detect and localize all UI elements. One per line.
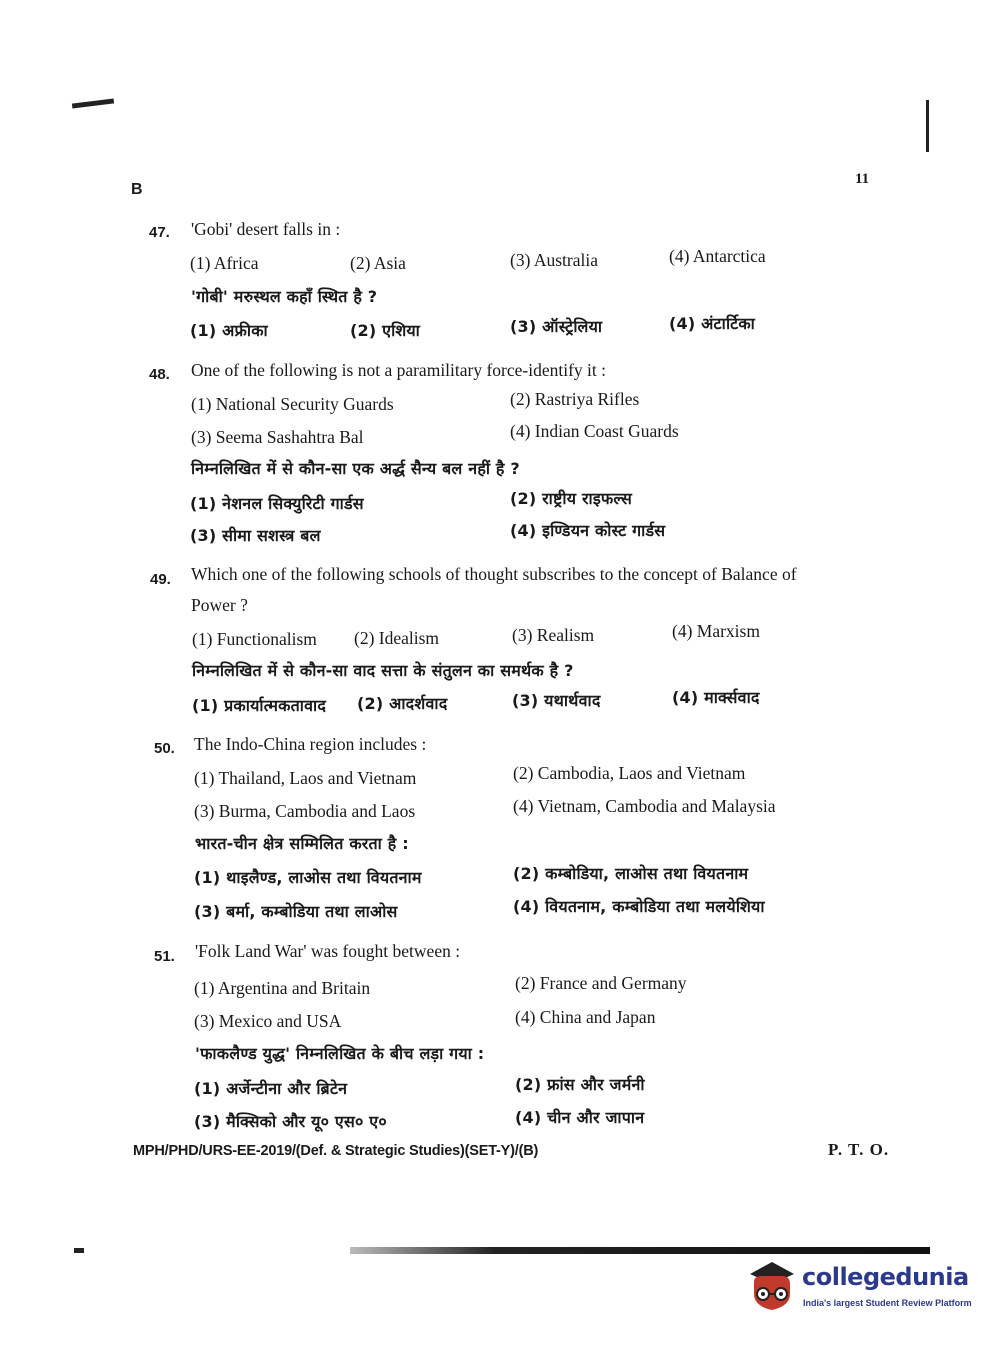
option: (4) China and Japan — [515, 1007, 656, 1027]
option-hindi: (2) आदर्शवाद — [357, 694, 448, 713]
option: (2) Asia — [350, 253, 406, 273]
option: (4) Marxism — [672, 621, 760, 641]
question-number: 50. — [154, 740, 175, 757]
question-number: 48. — [149, 366, 170, 383]
option-hindi: (3) ऑस्ट्रेलिया — [510, 317, 603, 336]
option: (1) Functionalism — [192, 629, 317, 649]
scan-mark — [74, 1248, 84, 1253]
option-hindi: (3) मैक्सिको और यू० एस० ए० — [194, 1112, 387, 1131]
logo-tagline: India's largest Student Review Platform — [803, 1298, 972, 1308]
option-hindi: (2) फ्रांस और जर्मनी — [515, 1075, 645, 1094]
question-stem-hindi: 'फाकलैण्ड युद्ध' निम्नलिखित के बीच लड़ा गया : — [195, 1044, 485, 1063]
option-hindi: (3) सीमा सशस्त्र बल — [190, 526, 321, 545]
option-hindi: (2) कम्बोडिया, लाओस तथा वियतनाम — [513, 864, 749, 883]
option-hindi: (3) यथार्थवाद — [512, 691, 601, 710]
logo-wordmark: collegedunia — [802, 1263, 969, 1291]
option-hindi: (4) अंटार्टिका — [669, 314, 756, 333]
question-stem: 'Gobi' desert falls in : — [191, 219, 341, 239]
option: (4) Vietnam, Cambodia and Malaysia — [513, 796, 776, 816]
option-hindi: (1) थाइलैण्ड, लाओस तथा वियतनाम — [194, 868, 422, 887]
scan-edge-bar — [350, 1247, 930, 1254]
option-hindi: (3) बर्मा, कम्बोडिया तथा लाओस — [194, 902, 398, 921]
scan-mark — [926, 100, 929, 152]
question-stem: One of the following is not a paramilitary force-identify it : — [191, 360, 607, 380]
paper-code: MPH/PHD/URS-EE-2019/(Def. & Strategic Studies)(SET-Y)/(B) — [133, 1143, 539, 1159]
set-letter: B — [131, 181, 143, 198]
option-hindi: (1) प्रकार्यात्मकतावाद — [192, 696, 327, 715]
question-number: 47. — [149, 224, 170, 241]
option: (3) Burma, Cambodia and Laos — [194, 801, 416, 821]
option: (2) Cambodia, Laos and Vietnam — [513, 763, 746, 783]
question-stem: Which one of the following schools of thought subscribes to the concept of Balance of — [191, 564, 797, 584]
question-stem-hindi: 'गोबी' मरुस्थल कहाँ स्थित है ? — [191, 287, 378, 306]
question-number: 51. — [154, 948, 175, 965]
option-hindi: (2) एशिया — [350, 321, 421, 340]
option: (3) Realism — [512, 625, 595, 645]
option: (1) National Security Guards — [191, 394, 394, 414]
option-hindi: (2) राष्ट्रीय राइफल्स — [510, 489, 633, 508]
option: (1) Argentina and Britain — [194, 978, 371, 998]
option: (3) Australia — [510, 250, 598, 270]
question-number: 49. — [150, 571, 171, 588]
option: (4) Indian Coast Guards — [510, 421, 679, 441]
option-hindi: (1) अफ्रीका — [190, 321, 268, 340]
question-stem-continued: Power ? — [191, 595, 248, 615]
option: (1) Thailand, Laos and Vietnam — [194, 768, 417, 788]
option-hindi: (4) मार्क्सवाद — [672, 688, 760, 707]
option: (3) Seema Sashahtra Bal — [191, 427, 364, 447]
option-hindi: (4) इण्डियन कोस्ट गार्डस — [510, 521, 666, 540]
option: (3) Mexico and USA — [194, 1011, 342, 1031]
please-turn-over: P. T. O. — [828, 1140, 890, 1159]
scan-mark — [72, 98, 114, 108]
option-hindi: (4) चीन और जापान — [515, 1108, 645, 1127]
option-hindi: (1) अर्जेन्टीना और ब्रिटेन — [194, 1079, 348, 1098]
option: (4) Antarctica — [669, 246, 766, 266]
option: (2) Idealism — [354, 628, 440, 648]
question-stem: 'Folk Land War' was fought between : — [195, 941, 461, 961]
option-hindi: (4) वियतनाम, कम्बोडिया तथा मलयेशिया — [513, 897, 765, 916]
option-hindi: (1) नेशनल सिक्युरिटी गार्डस — [190, 494, 364, 513]
page-number: 11 — [855, 171, 870, 187]
option: (1) Africa — [190, 253, 259, 273]
question-stem: The Indo-China region includes : — [194, 734, 427, 754]
question-stem-hindi: भारत-चीन क्षेत्र सम्मिलित करता है : — [195, 834, 409, 853]
question-stem-hindi: निम्नलिखित में से कौन-सा वाद सत्ता के संतुलन का समर्थक है ? — [192, 661, 574, 680]
option: (2) France and Germany — [515, 973, 687, 993]
question-stem-hindi: निम्नलिखित में से कौन-सा एक अर्द्ध सैन्य बल नहीं है ? — [191, 459, 520, 478]
option: (2) Rastriya Rifles — [510, 389, 640, 409]
collegedunia-watermark — [742, 1254, 972, 1318]
graduate-mascot-icon — [742, 1254, 800, 1316]
